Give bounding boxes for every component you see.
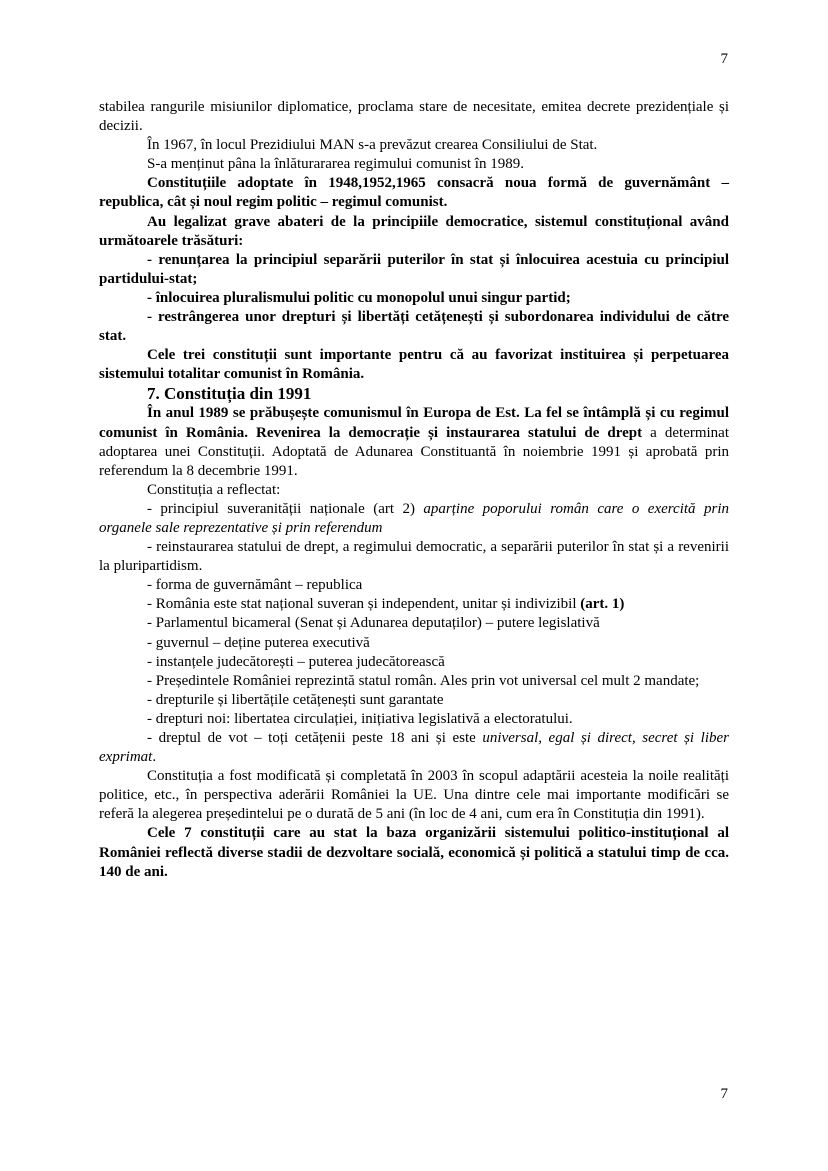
vote-text: - dreptul de vot – toți cetățenii peste 18 ani și este bbox=[147, 730, 483, 746]
sovereignty-text: - principiul suveranității naționale (art 2) bbox=[147, 500, 424, 517]
list-item-rights: - restrângerea unor drepturi și libertăți cetățenești și subordonarea individului de către stat. bbox=[99, 309, 729, 345]
list-item-separation: - renunțarea la principiul separării puterilor în stat și înlocuirea acestuia cu principiul partidului-stat; bbox=[99, 251, 729, 287]
national-state-text: - România este stat național suveran și independent, unitar și indivizibil bbox=[147, 596, 581, 613]
paragraph-council-of-state: În 1967, în locul Prezidiului MAN s-a prevăzut crearea Consiliului de Stat. bbox=[147, 137, 598, 154]
list-item-sovereignty bbox=[99, 500, 729, 538]
paragraph-1989-bold: În anul 1989 se prăbușește comunismul în Europa de Est. La fel se întâmplă și cu regimul comunist în România. Revenirea la democrație și instaurarea statului de drept bbox=[99, 405, 729, 441]
paragraph-reflected: Constituția a reflectat: bbox=[147, 481, 281, 498]
paragraph-1989-rest: a determinat adoptarea unei Constituții. Adoptată de Adunarea Constituantă în noiembrie 1991 și aprobată prin referendum la 8 decembrie 1991. bbox=[99, 424, 730, 479]
paragraph-maintained: S-a menținut pâna la înlăturararea regimului comunist în 1989. bbox=[147, 156, 524, 173]
sovereignty-italic: aparține poporului român care o exercită prin organele sale reprezentative și prin referendum bbox=[99, 500, 729, 536]
list-item-courts: - instanțele judecătorești – puterea judecătorească bbox=[147, 653, 445, 670]
list-item-pluralism: - înlocuirea pluralismului politic cu monopolul unui singur partid; bbox=[147, 289, 571, 306]
list-item-president: - Președintele României reprezintă statul român. Ales prin vot universal cel mult 2 mandate; bbox=[147, 672, 700, 689]
list-item-rule-of-law: - reinstaurarea statului de drept, a regimului democratic, a separării puterilor în stat și a revenirii la pluripartidism. bbox=[99, 539, 729, 575]
list-item-freedoms: - drepturile și libertățile cetățenești sunt garantate bbox=[147, 691, 444, 708]
national-state-article: (art. 1) bbox=[580, 596, 625, 613]
list-item-new-rights: - drepturi noi: libertatea circulației, inițiativa legislativă a electoratului. bbox=[147, 710, 573, 727]
list-item-vote bbox=[99, 729, 729, 767]
page-number-bottom: 7 bbox=[720, 1086, 728, 1102]
paragraph-abuses: Au legalizat grave abateri de la principiile democratice, sistemul constituțional având următoarele trăsături: bbox=[99, 213, 729, 249]
paragraph-constitutions-form: Constituțiile adoptate în 1948,1952,1965 consacră noua formă de guvernământ – republica, cât și noul regim politic – regimul comunist. bbox=[99, 175, 729, 211]
paragraph-decrees: stabilea rangurile misiunilor diplomatice, proclama stare de necesitate, emitea decrete prezidențiale și decizii. bbox=[99, 99, 729, 135]
list-item-republic: - forma de guvernământ – republica bbox=[147, 577, 363, 594]
paragraph-three-constitutions: Cele trei constituții sunt importante pentru că au favorizat instituirea și perpetuarea sistemului totalitar comunist în România. bbox=[99, 347, 729, 383]
page-number-top: 7 bbox=[720, 51, 728, 67]
paragraph-1989 bbox=[99, 404, 729, 480]
vote-italic: universal, egal și direct, secret și liber exprimat bbox=[99, 730, 729, 766]
document-body bbox=[99, 98, 729, 882]
list-item-national-state bbox=[99, 595, 729, 614]
vote-end: . bbox=[152, 749, 157, 766]
paragraph-2003-revision: Constituția a fost modificată și completată în 2003 în scopul adaptării acesteia la noile realități politice, etc., în perspectiva aderării României la UE. Una dintre cele mai importante modificări se referă la alegerea președintelui pe o durată de 5 ani (în loc de 4 ani, cum era în Constituția din 1991). bbox=[99, 768, 729, 823]
list-item-government: - guvernul – deține puterea executivă bbox=[147, 634, 370, 651]
list-item-parliament: - Parlamentul bicameral (Senat și Adunarea deputaților) – putere legislativă bbox=[147, 615, 600, 632]
section-heading: 7. Constituția din 1991 bbox=[147, 384, 312, 404]
paragraph-conclusion: Cele 7 constituții care au stat la baza organizării sistemului politico-instituțional al României reflectă diverse stadii de dezvoltare socială, economică și politică a statului timp de cca. 140 de ani. bbox=[99, 825, 729, 880]
